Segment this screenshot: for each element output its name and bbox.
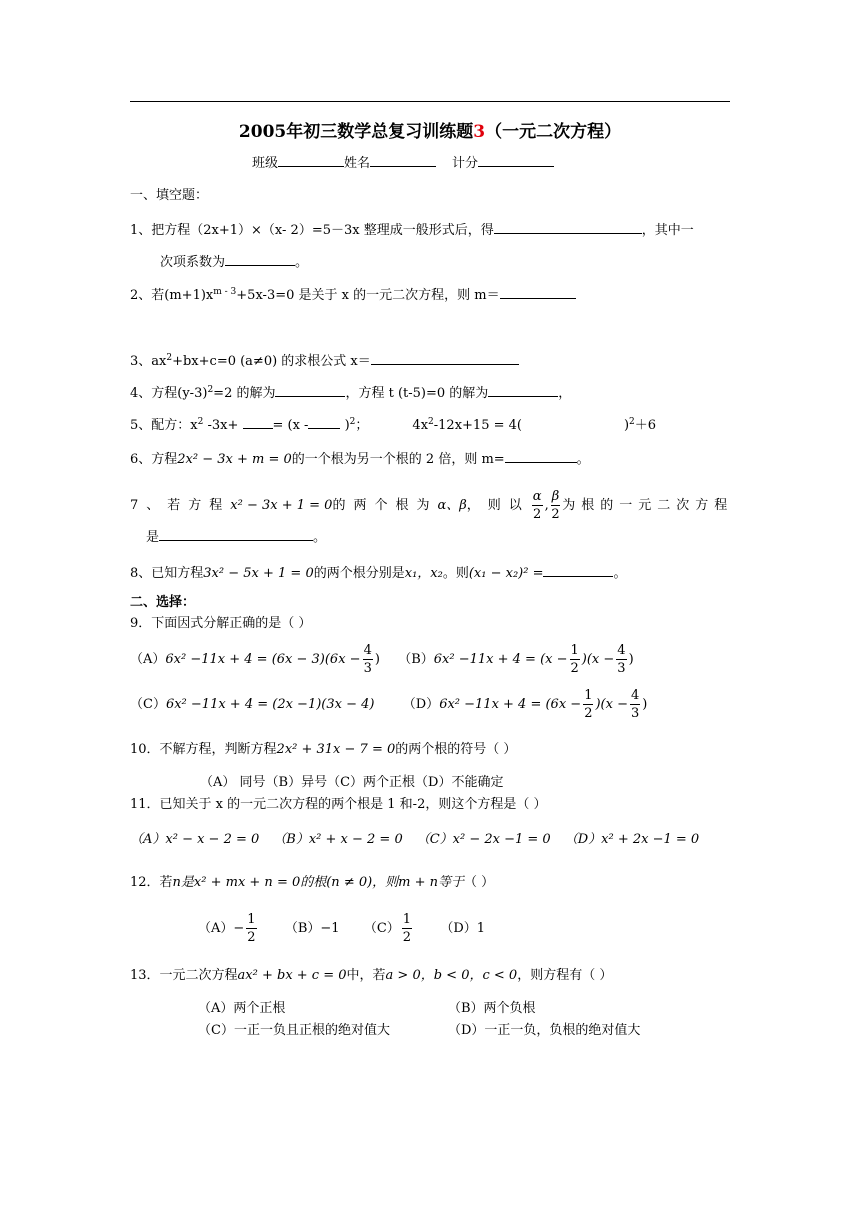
q5-blank-2[interactable] — [308, 415, 340, 429]
page-title: 2005年初三数学总复习训练题3（一元二次方程） — [238, 122, 622, 142]
q7-blank[interactable] — [159, 527, 313, 541]
q13-equation: ax² + bx + c = 0 — [237, 968, 347, 983]
question-4: 4、方程$(y-3)^2=2$ 的解为 ，方程 t (t-5)=0 的解为 ， — [130, 385, 572, 401]
question-13: 13．一元二次方程ax² + bx + c = 0中，若a > 0，b < 0，c < 0，则方程有（ ） — [130, 968, 613, 983]
q10-equation: 2x² + 31x − 7 = 0 — [276, 742, 396, 757]
question-5: 5、配方：$x^2$ -3x+ = (x - )$^2$； $4x^2-12x+15 = 4$( )$^2$＋6 — [130, 417, 657, 433]
q9-options-row-1 — [130, 642, 634, 677]
q7-fraction-alpha: $\frac{\alpha}{2}$ — [532, 489, 542, 522]
q11-options — [130, 832, 699, 848]
q12-option-a[interactable]: （A）− $\frac{1}{2}$ — [198, 912, 256, 945]
question-6: 6、方程2x² − 3x + m = 0的一个根为另一个根的 2 倍，则 m= 。 — [130, 449, 590, 468]
q5-blank-1[interactable] — [243, 415, 273, 429]
q11-option-b[interactable]: （B）x² + x − 2 = 0 — [273, 832, 403, 847]
q6-blank[interactable] — [505, 449, 577, 463]
class-label: 班级 — [252, 156, 279, 171]
score-label: 计分 — [452, 156, 479, 171]
q9-option-a[interactable]: （A）6x² −11x + 4 = (6x − 3)(6x − $\frac{4}{3}$ ) — [130, 643, 380, 676]
q4-blank-1[interactable] — [275, 383, 345, 397]
q13-option-d[interactable]: （D）一正一负，负根的绝对值大 — [448, 1023, 641, 1038]
q12-option-b[interactable]: （B）−1 — [284, 920, 340, 936]
question-11: 11．已知关于 x 的一元二次方程的两个根是 1 和-2，则这个方程是（ ） — [130, 797, 547, 812]
q12-option-c[interactable]: （C） $\frac{1}{2}$ — [363, 912, 412, 945]
q7-equation: x² − 3x + 1 = 0 — [230, 498, 333, 513]
q12-options — [198, 911, 485, 946]
question-1-cont: 次项系数为 。 — [160, 252, 308, 271]
q1-blank-2[interactable] — [225, 252, 295, 266]
top-rule — [130, 101, 730, 102]
q9-option-d[interactable]: （D）6x² −11x + 4 = (6x − $\frac{1}{2}$ )(x − $\frac{4}{3}$ ) — [402, 688, 648, 721]
student-info-line — [252, 153, 554, 172]
q6-equation: 2x² − 3x + m = 0 — [177, 452, 292, 467]
name-blank[interactable] — [370, 153, 436, 167]
name-label: 姓名 — [344, 156, 371, 171]
section-fill-in-heading: 一、填空题： — [130, 188, 209, 203]
q13-option-a[interactable]: （A）两个正根 — [198, 1001, 286, 1016]
question-7-cont: 是 。 — [146, 527, 326, 546]
q8-blank[interactable] — [543, 563, 613, 577]
q2-blank[interactable] — [500, 285, 576, 299]
score-blank[interactable] — [478, 153, 554, 167]
q12-option-d[interactable]: （D）1 — [440, 920, 486, 936]
q11-option-c[interactable]: （C）x² − 2x −1 = 0 — [416, 832, 551, 847]
q7-fraction-beta: $\frac{\beta}{2}$ — [551, 489, 560, 522]
q1-blank-1[interactable] — [494, 220, 642, 234]
section-choice-heading: 二、选择： — [130, 595, 196, 610]
q9-option-c[interactable]: （C）6x² −11x + 4 = (2x −1)(3x − 4) — [130, 696, 375, 712]
q3-blank[interactable] — [371, 351, 519, 365]
class-blank[interactable] — [278, 153, 344, 167]
q11-option-d[interactable]: （D）x² + 2x −1 = 0 — [564, 832, 700, 847]
q13-option-b[interactable]: （B）两个负根 — [448, 1001, 536, 1016]
question-9: 9．下面因式分解正确的是（ ） — [130, 616, 312, 631]
question-3: 3、$ax^2+bx+c=0$ (a≠0) 的求根公式 x＝ — [130, 351, 519, 370]
question-8: 8、已知方程3x² − 5x + 1 = 0的两个根分别是x₁，x₂。则(x₁ − x₂)² = 。 — [130, 563, 626, 582]
q9-options-row-2 — [130, 687, 647, 722]
question-2: 2、若$(m+1)x^{m - 3}+5x-3=0$ 是关于 x 的一元二次方程，则 m＝ — [130, 285, 576, 304]
question-12: 12．若n是x² + mx + n = 0的根(n ≠ 0)，则m + n等于（ ） — [130, 875, 495, 890]
question-7: 7、若方程x² − 3x + 1 = 0的两个根为α、β，则以 $\frac{\alpha}{2}$ , $\frac{\beta}{2}$ 为根的一元二次方程 — [130, 489, 734, 522]
q13-option-c[interactable]: （C）一正一负且正根的绝对值大 — [198, 1023, 390, 1038]
q4-blank-2[interactable] — [488, 383, 558, 397]
q8-equation: 3x² − 5x + 1 = 0 — [203, 566, 314, 581]
q9-option-b[interactable]: （B）6x² −11x + 4 = (x − $\frac{1}{2}$ )(x − $\frac{4}{3}$ ) — [398, 643, 634, 676]
q11-option-a[interactable]: （A）x² − x − 2 = 0 — [130, 832, 260, 847]
question-1: 1、把方程（2x+1）×（x- 2）=5－3x 整理成一般形式后，得 ，其中一 — [130, 220, 694, 239]
title-number: 3 — [473, 122, 486, 142]
question-10: 10．不解方程，判断方程2x² + 31x − 7 = 0的两个根的符号（ ） — [130, 742, 517, 757]
q10-options[interactable]: （A） 同号（B）异号（C）两个正根（D）不能确定 — [200, 775, 504, 790]
